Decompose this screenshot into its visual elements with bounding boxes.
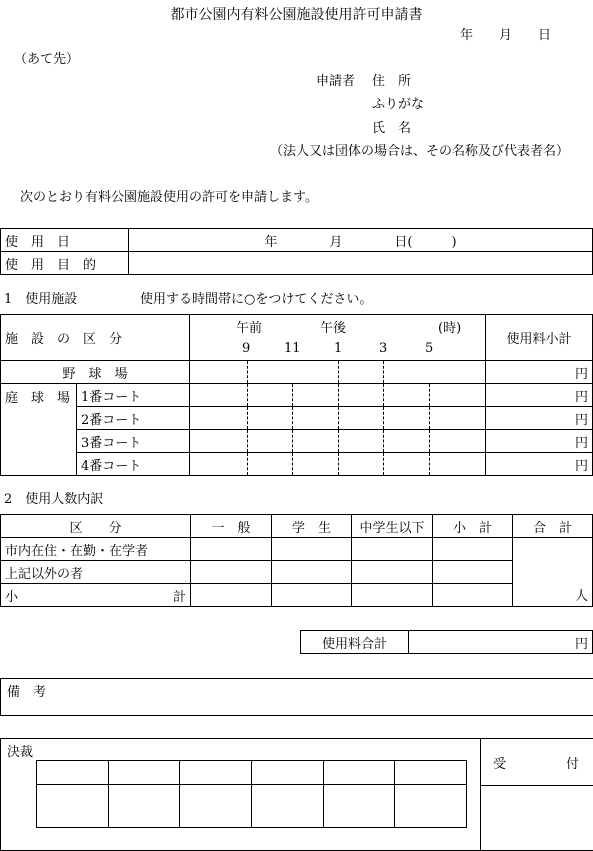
court-slot[interactable] [339, 453, 384, 476]
hour-9: 9 [242, 341, 251, 356]
stamp-title-cell[interactable] [251, 761, 323, 785]
baseball-slot[interactable] [384, 361, 430, 384]
court-slot[interactable] [248, 453, 293, 476]
baseball-label: 野 球 場 [1, 361, 190, 384]
fee-subtotal-header: 使用料小計 [486, 315, 593, 361]
col-category: 区 分 [1, 515, 191, 538]
am-label: 午前 [236, 321, 263, 336]
facility-header [1, 315, 190, 361]
court-slot[interactable] [430, 430, 486, 453]
corp-note: （法人又は団体の場合は、その名称及び代表者名） [270, 144, 570, 159]
addressee-label: （あて先） [14, 52, 80, 67]
baseball-slot[interactable] [430, 361, 486, 384]
facility-table [0, 314, 593, 476]
col-general: 一 般 [191, 515, 272, 538]
court-1-fee[interactable]: 円 [486, 384, 593, 407]
count-cell[interactable] [191, 584, 272, 607]
stamp-cell[interactable] [37, 785, 109, 828]
court-slot[interactable] [430, 407, 486, 430]
remarks-label: 備 考 [7, 685, 47, 700]
hour-11: 11 [284, 341, 301, 356]
baseball-slot[interactable] [293, 361, 339, 384]
stamp-cell[interactable] [251, 785, 323, 828]
section2-heading: 2 使用人数内訳 [4, 492, 104, 507]
court-4-label: 4番コート [77, 453, 190, 476]
court-slot[interactable] [190, 407, 248, 430]
count-cell[interactable] [352, 538, 433, 561]
fee-total-table [300, 630, 593, 654]
col-student: 学 生 [272, 515, 352, 538]
baseball-fee[interactable]: 円 [486, 361, 593, 384]
baseball-slot[interactable] [248, 361, 293, 384]
court-slot[interactable] [430, 384, 486, 407]
count-cell[interactable] [272, 584, 352, 607]
court-2-label: 2番コート [77, 407, 190, 430]
usage-purpose-field[interactable] [129, 252, 593, 275]
facility-header-label: 施 設 の 区 分 [5, 332, 123, 347]
row-subtotal-label: 小 計 [1, 584, 191, 607]
row-other-label: 上記以外の者 [1, 561, 191, 584]
hour-unit: (時) [438, 321, 462, 336]
tennis-label: 庭 球 場 [1, 384, 77, 476]
row-resident-label: 市内在住・在勤・在学者 [1, 538, 191, 561]
court-slot[interactable] [339, 430, 384, 453]
usage-purpose-label: 使 用 目 的 [1, 252, 129, 275]
receipt-box[interactable] [480, 738, 593, 851]
court-slot[interactable] [384, 430, 430, 453]
baseball-slot[interactable] [339, 361, 384, 384]
approval-label: 決裁 [7, 745, 34, 760]
court-1-label: 1番コート [77, 384, 190, 407]
stamp-cell[interactable] [395, 785, 467, 828]
baseball-slot[interactable] [190, 361, 248, 384]
stamp-title-cell[interactable] [108, 761, 180, 785]
usage-date-label: 使 用 日 [1, 229, 129, 252]
court-slot[interactable] [248, 384, 293, 407]
receipt-divider [481, 785, 593, 786]
count-cell[interactable] [433, 561, 513, 584]
count-cell[interactable] [272, 561, 352, 584]
name-label: 氏 名 [372, 121, 412, 136]
col-subtotal: 小 計 [433, 515, 513, 538]
section1-heading: 1 使用施設 [4, 292, 78, 307]
count-cell[interactable] [191, 561, 272, 584]
count-cell[interactable] [272, 538, 352, 561]
count-cell[interactable] [352, 584, 433, 607]
usage-date-field[interactable]: 年 月 日( ) [129, 229, 593, 252]
remarks-box[interactable] [0, 678, 593, 716]
people-table [0, 514, 593, 607]
fee-total-label: 使用料合計 [301, 631, 409, 654]
stamp-title-cell[interactable] [323, 761, 395, 785]
address-label: 住 所 [372, 74, 412, 89]
court-slot[interactable] [384, 384, 430, 407]
court-4-fee[interactable]: 円 [486, 453, 593, 476]
time-header [190, 315, 486, 361]
court-slot[interactable] [293, 384, 339, 407]
hour-3: 3 [379, 341, 388, 356]
fee-total-field[interactable]: 円 [409, 631, 593, 654]
stamp-title-cell[interactable] [37, 761, 109, 785]
court-slot[interactable] [190, 430, 248, 453]
count-cell[interactable] [352, 561, 433, 584]
court-slot[interactable] [384, 453, 430, 476]
page-title: 都市公園内有料公園施設使用許可申請書 [170, 7, 423, 23]
stamp-grid [36, 760, 467, 828]
court-slot[interactable] [293, 430, 339, 453]
court-slot[interactable] [190, 453, 248, 476]
section1-instruction: 使用する時間帯に○をつけてください。 [140, 292, 373, 307]
hour-5: 5 [425, 341, 434, 356]
court-slot[interactable] [190, 384, 248, 407]
court-3-fee[interactable]: 円 [486, 430, 593, 453]
intro-text: 次のとおり有料公園施設使用の許可を申請します。 [20, 190, 318, 205]
col-total: 合 計 [513, 515, 593, 538]
court-3-label: 3番コート [77, 430, 190, 453]
total-people-cell[interactable] [513, 538, 593, 607]
court-slot[interactable] [384, 407, 430, 430]
count-cell[interactable] [433, 584, 513, 607]
application-date: 年 月 日 [460, 28, 552, 43]
court-slot[interactable] [339, 384, 384, 407]
court-slot[interactable] [293, 407, 339, 430]
stamp-title-cell[interactable] [180, 761, 252, 785]
usage-table [0, 228, 593, 275]
pm-label: 午後 [320, 321, 347, 336]
court-slot[interactable] [339, 407, 384, 430]
stamp-cell[interactable] [108, 785, 180, 828]
count-cell[interactable] [191, 538, 272, 561]
applicant-label: 申請者 [316, 74, 356, 89]
stamp-cell[interactable] [323, 785, 395, 828]
receipt-label: 受 付 [493, 757, 579, 772]
count-cell[interactable] [433, 538, 513, 561]
court-2-fee[interactable]: 円 [486, 407, 593, 430]
court-slot[interactable] [248, 430, 293, 453]
hour-1: 1 [334, 341, 343, 356]
court-slot[interactable] [248, 407, 293, 430]
court-slot[interactable] [430, 453, 486, 476]
court-slot[interactable] [293, 453, 339, 476]
col-junior: 中学生以下 [352, 515, 433, 538]
stamp-title-cell[interactable] [395, 761, 467, 785]
furigana-label: ふりがな [372, 97, 425, 112]
person-unit: 人 [574, 589, 588, 604]
stamp-cell[interactable] [180, 785, 252, 828]
